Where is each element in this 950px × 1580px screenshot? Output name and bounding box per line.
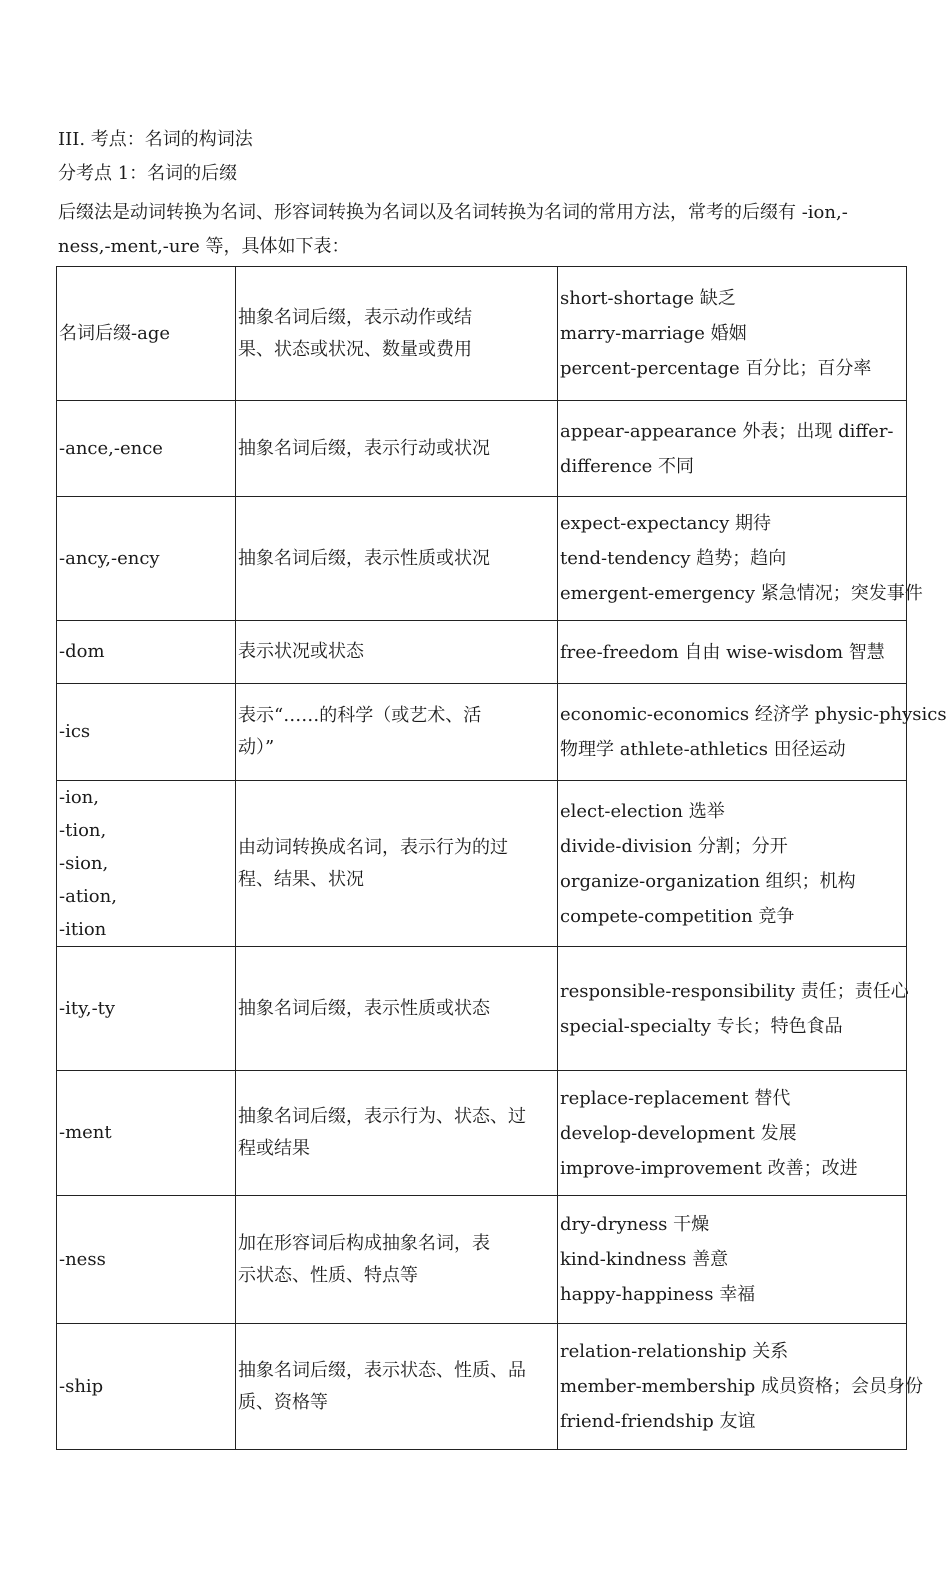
- suffix-cell: 名词后缀-age: [57, 267, 236, 401]
- examples-cell: dry-dryness 干燥 kind-kindness 善意 happy-happiness 幸福: [558, 1196, 907, 1324]
- suffix-cell: -ics: [57, 684, 236, 781]
- suffix-cell: -ancy,-ency: [57, 497, 236, 621]
- subsection-heading: 分考点 1：名词的后缀: [58, 163, 238, 184]
- examples-cell: free-freedom 自由 wise-wisdom 智慧: [558, 621, 907, 684]
- examples-cell: appear-appearance 外表；出现 differ- difference 不同: [558, 401, 907, 497]
- table-row: [57, 621, 907, 684]
- meaning-cell: 加在形容词后构成抽象名词，表 示状态、性质、特点等: [236, 1196, 558, 1324]
- meaning-cell: 表示“……的科学（或艺术、活 动）”: [236, 684, 558, 781]
- suffix-cell: -ship: [57, 1324, 236, 1450]
- suffix-cell: -ness: [57, 1196, 236, 1324]
- meaning-cell: 抽象名词后缀，表示行动或状况: [236, 401, 558, 497]
- meaning-cell: 抽象名词后缀，表示行为、状态、过 程或结果: [236, 1071, 558, 1196]
- table-row: [57, 1196, 907, 1324]
- table-row: [57, 1071, 907, 1196]
- table-row: [57, 401, 907, 497]
- suffix-cell: -ance,-ence: [57, 401, 236, 497]
- examples-cell: relation-relationship 关系 member-membership 成员资格；会员身份 friend-friendship 友谊: [558, 1324, 907, 1450]
- section-heading: III. 考点：名词的构词法: [58, 129, 253, 150]
- meaning-cell: 抽象名词后缀，表示状态、性质、品 质、资格等: [236, 1324, 558, 1450]
- intro-paragraph: 后缀法是动词转换为名词、形容词转换为名词以及名词转换为名词的常用方法，常考的后缀有 -ion,-ness,-ment,-ure 等，具体如下表：: [58, 202, 848, 257]
- table-row: [57, 497, 907, 621]
- examples-cell: responsible-responsibility 责任；责任心 special-specialty 专长；特色食品: [558, 947, 907, 1071]
- examples-cell: expect-expectancy 期待 tend-tendency 趋势；趋向 emergent-emergency 紧急情况；突发事件: [558, 497, 907, 621]
- meaning-cell: 表示状况或状态: [236, 621, 558, 684]
- suffix-cell: -ment: [57, 1071, 236, 1196]
- table-row: [57, 1324, 907, 1450]
- table-row: [57, 947, 907, 1071]
- suffix-cell: -ity,-ty: [57, 947, 236, 1071]
- meaning-cell: 抽象名词后缀，表示性质或状态: [236, 947, 558, 1071]
- suffix-cell: -dom: [57, 621, 236, 684]
- examples-cell: elect-election 选举 divide-division 分割；分开 organize-organization 组织；机构 compete-competition 竞争: [558, 781, 907, 947]
- examples-cell: short-shortage 缺乏 marry-marriage 婚姻 percent-percentage 百分比；百分率: [558, 267, 907, 401]
- meaning-cell: 抽象名词后缀，表示动作或结 果、状态或状况、数量或费用: [236, 267, 558, 401]
- table-row: [57, 781, 907, 947]
- meaning-cell: 由动词转换成名词，表示行为的过 程、结果、状况: [236, 781, 558, 947]
- examples-cell: economic-economics 经济学 physic-physics 物理学 athlete-athletics 田径运动: [558, 684, 907, 781]
- table-row: [57, 684, 907, 781]
- examples-cell: replace-replacement 替代 develop-development 发展 improve-improvement 改善；改进: [558, 1071, 907, 1196]
- table-row: [57, 267, 907, 401]
- meaning-cell: 抽象名词后缀，表示性质或状况: [236, 497, 558, 621]
- suffix-cell: -ion, -tion, -sion, -ation, -ition: [57, 781, 236, 947]
- suffix-table: [56, 266, 947, 1450]
